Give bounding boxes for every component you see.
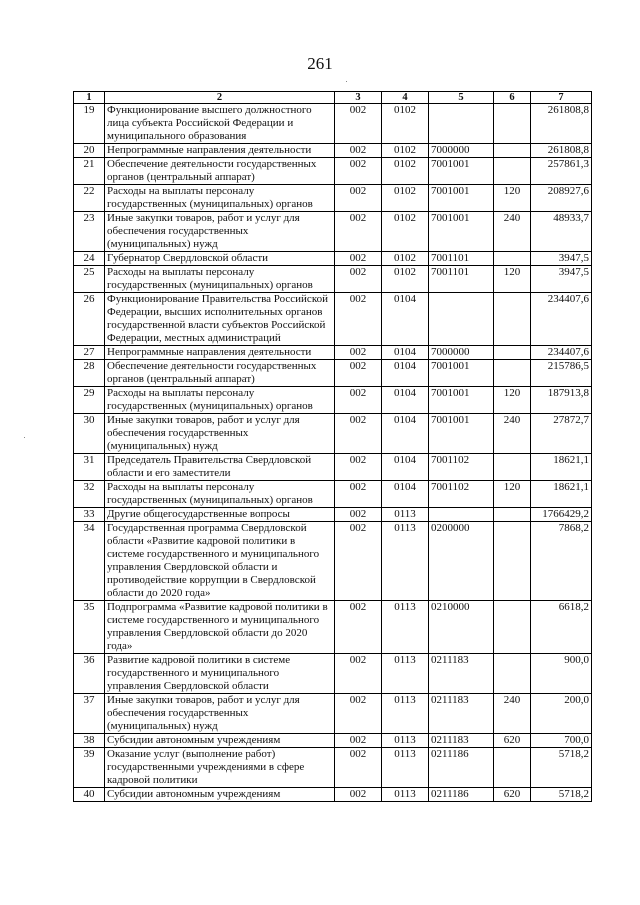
section-code: 0113 <box>382 522 429 601</box>
amount: 234407,6 <box>531 346 592 360</box>
target-article-code: 0211186 <box>429 748 494 788</box>
row-number: 20 <box>74 144 105 158</box>
row-number: 32 <box>74 481 105 508</box>
amount: 48933,7 <box>531 212 592 252</box>
target-article-code: 7001001 <box>429 212 494 252</box>
row-number: 22 <box>74 185 105 212</box>
scan-mark <box>346 81 347 82</box>
section-code: 0102 <box>382 212 429 252</box>
admin-code: 002 <box>335 694 382 734</box>
table-row <box>74 694 592 734</box>
amount: 200,0 <box>531 694 592 734</box>
target-article-code: 0200000 <box>429 522 494 601</box>
section-code: 0104 <box>382 454 429 481</box>
expense-name: Оказание услуг (выполнение работ) государственными учреждениями в сфере кадровой политики <box>105 748 335 788</box>
expense-name: Председатель Правительства Свердловской области и его заместители <box>105 454 335 481</box>
target-article-code: 7001101 <box>429 252 494 266</box>
column-header: 5 <box>429 92 494 104</box>
table-row <box>74 158 592 185</box>
expense-type-code: 620 <box>494 734 531 748</box>
expense-name: Губернатор Свердловской области <box>105 252 335 266</box>
admin-code: 002 <box>335 601 382 654</box>
target-article-code: 7001001 <box>429 185 494 212</box>
admin-code: 002 <box>335 454 382 481</box>
table-row <box>74 601 592 654</box>
row-number: 21 <box>74 158 105 185</box>
expense-type-code <box>494 748 531 788</box>
column-header: 7 <box>531 92 592 104</box>
amount: 5718,2 <box>531 788 592 802</box>
row-number: 24 <box>74 252 105 266</box>
target-article-code: 7001001 <box>429 360 494 387</box>
row-number: 25 <box>74 266 105 293</box>
page-number: 261 <box>307 54 333 73</box>
section-code: 0113 <box>382 654 429 694</box>
amount: 208927,6 <box>531 185 592 212</box>
column-header: 6 <box>494 92 531 104</box>
amount: 7868,2 <box>531 522 592 601</box>
expense-name: Расходы на выплаты персоналу государственных (муниципальных) органов <box>105 185 335 212</box>
section-code: 0113 <box>382 734 429 748</box>
expense-type-code: 120 <box>494 481 531 508</box>
table-row <box>74 414 592 454</box>
section-code: 0102 <box>382 266 429 293</box>
section-code: 0104 <box>382 414 429 454</box>
target-article-code <box>429 293 494 346</box>
column-header: 2 <box>105 92 335 104</box>
amount: 700,0 <box>531 734 592 748</box>
table-row <box>74 654 592 694</box>
admin-code: 002 <box>335 158 382 185</box>
row-number: 30 <box>74 414 105 454</box>
admin-code: 002 <box>335 788 382 802</box>
table-row <box>74 252 592 266</box>
admin-code: 002 <box>335 360 382 387</box>
amount: 18621,1 <box>531 481 592 508</box>
expense-name: Обеспечение деятельности государственных органов (центральный аппарат) <box>105 158 335 185</box>
amount: 257861,3 <box>531 158 592 185</box>
target-article-code: 7001102 <box>429 481 494 508</box>
row-number: 39 <box>74 748 105 788</box>
table-row <box>74 734 592 748</box>
expense-type-code <box>494 454 531 481</box>
section-code: 0113 <box>382 508 429 522</box>
expense-type-code <box>494 104 531 144</box>
amount: 27872,7 <box>531 414 592 454</box>
target-article-code: 7001001 <box>429 414 494 454</box>
row-number: 19 <box>74 104 105 144</box>
expense-name: Другие общегосударственные вопросы <box>105 508 335 522</box>
table-row <box>74 212 592 252</box>
expense-name: Расходы на выплаты персоналу государственных (муниципальных) органов <box>105 266 335 293</box>
section-code: 0102 <box>382 104 429 144</box>
target-article-code: 0211183 <box>429 694 494 734</box>
table-row <box>74 104 592 144</box>
section-code: 0102 <box>382 158 429 185</box>
table-row <box>74 481 592 508</box>
expense-name: Расходы на выплаты персоналу государственных (муниципальных) органов <box>105 481 335 508</box>
amount: 261808,8 <box>531 144 592 158</box>
table-row <box>74 387 592 414</box>
expense-type-code <box>494 144 531 158</box>
target-article-code: 7001102 <box>429 454 494 481</box>
row-number: 38 <box>74 734 105 748</box>
expense-type-code <box>494 601 531 654</box>
expense-type-code <box>494 346 531 360</box>
row-number: 31 <box>74 454 105 481</box>
section-code: 0102 <box>382 252 429 266</box>
table-row <box>74 748 592 788</box>
admin-code: 002 <box>335 414 382 454</box>
expense-name: Государственная программа Свердловской области «Развитие кадровой политики в системе государственного и муниципального управления Свердловской области и противодействие коррупции в Свердловской области до 2020 года» <box>105 522 335 601</box>
table-row <box>74 508 592 522</box>
admin-code: 002 <box>335 104 382 144</box>
section-code: 0113 <box>382 601 429 654</box>
row-number: 37 <box>74 694 105 734</box>
table-header-row <box>74 92 592 104</box>
expense-type-code: 120 <box>494 387 531 414</box>
expense-name: Иные закупки товаров, работ и услуг для обеспечения государственных (муниципальных) нужд <box>105 212 335 252</box>
row-number: 40 <box>74 788 105 802</box>
expense-type-code: 120 <box>494 185 531 212</box>
target-article-code: 0210000 <box>429 601 494 654</box>
expense-type-code: 240 <box>494 212 531 252</box>
expense-name: Субсидии автономным учреждениям <box>105 734 335 748</box>
expense-type-code <box>494 252 531 266</box>
admin-code: 002 <box>335 293 382 346</box>
admin-code: 002 <box>335 212 382 252</box>
expense-type-code <box>494 360 531 387</box>
row-number: 36 <box>74 654 105 694</box>
section-code: 0104 <box>382 481 429 508</box>
amount: 6618,2 <box>531 601 592 654</box>
column-header: 3 <box>335 92 382 104</box>
expense-type-code <box>494 508 531 522</box>
expense-name: Непрограммные направления деятельности <box>105 346 335 360</box>
section-code: 0113 <box>382 788 429 802</box>
admin-code: 002 <box>335 481 382 508</box>
row-number: 28 <box>74 360 105 387</box>
admin-code: 002 <box>335 734 382 748</box>
table-row <box>74 360 592 387</box>
section-code: 0102 <box>382 144 429 158</box>
table-row <box>74 522 592 601</box>
target-article-code <box>429 104 494 144</box>
row-number: 26 <box>74 293 105 346</box>
table-row <box>74 266 592 293</box>
table-row <box>74 346 592 360</box>
expense-type-code <box>494 522 531 601</box>
target-article-code: 7001001 <box>429 387 494 414</box>
table-row <box>74 185 592 212</box>
section-code: 0113 <box>382 694 429 734</box>
amount: 5718,2 <box>531 748 592 788</box>
amount: 1766429,2 <box>531 508 592 522</box>
target-article-code: 7001101 <box>429 266 494 293</box>
section-code: 0104 <box>382 293 429 346</box>
admin-code: 002 <box>335 266 382 293</box>
table-row <box>74 788 592 802</box>
expense-name: Развитие кадровой политики в системе государственного и муниципального управления Свердловской области <box>105 654 335 694</box>
row-number: 34 <box>74 522 105 601</box>
admin-code: 002 <box>335 346 382 360</box>
amount: 3947,5 <box>531 266 592 293</box>
row-number: 35 <box>74 601 105 654</box>
admin-code: 002 <box>335 252 382 266</box>
section-code: 0102 <box>382 185 429 212</box>
expense-name: Функционирование высшего должностного лица субъекта Российской Федерации и муниципального образования <box>105 104 335 144</box>
budget-table <box>73 91 592 802</box>
amount: 187913,8 <box>531 387 592 414</box>
row-number: 27 <box>74 346 105 360</box>
column-header: 1 <box>74 92 105 104</box>
column-header: 4 <box>382 92 429 104</box>
admin-code: 002 <box>335 522 382 601</box>
row-number: 29 <box>74 387 105 414</box>
table-row <box>74 144 592 158</box>
expense-type-code: 240 <box>494 694 531 734</box>
target-article-code: 0211186 <box>429 788 494 802</box>
expense-name: Иные закупки товаров, работ и услуг для обеспечения государственных (муниципальных) нужд <box>105 414 335 454</box>
target-article-code <box>429 508 494 522</box>
expense-name: Непрограммные направления деятельности <box>105 144 335 158</box>
scan-mark <box>24 437 25 438</box>
admin-code: 002 <box>335 387 382 414</box>
expense-name: Иные закупки товаров, работ и услуг для обеспечения государственных (муниципальных) нужд <box>105 694 335 734</box>
expense-name: Субсидии автономным учреждениям <box>105 788 335 802</box>
expense-type-code <box>494 654 531 694</box>
target-article-code: 7000000 <box>429 346 494 360</box>
expense-name: Функционирование Правительства Российской Федерации, высших исполнительных органов государственной власти субъектов Российской Федерации, местных администраций <box>105 293 335 346</box>
section-code: 0104 <box>382 360 429 387</box>
expense-type-code: 120 <box>494 266 531 293</box>
expense-type-code <box>494 293 531 346</box>
amount: 18621,1 <box>531 454 592 481</box>
section-code: 0113 <box>382 748 429 788</box>
target-article-code: 0211183 <box>429 734 494 748</box>
admin-code: 002 <box>335 748 382 788</box>
admin-code: 002 <box>335 144 382 158</box>
row-number: 33 <box>74 508 105 522</box>
amount: 215786,5 <box>531 360 592 387</box>
target-article-code: 7000000 <box>429 144 494 158</box>
amount: 234407,6 <box>531 293 592 346</box>
admin-code: 002 <box>335 654 382 694</box>
expense-type-code <box>494 158 531 185</box>
table-row <box>74 454 592 481</box>
admin-code: 002 <box>335 508 382 522</box>
amount: 900,0 <box>531 654 592 694</box>
expense-name: Расходы на выплаты персоналу государственных (муниципальных) органов <box>105 387 335 414</box>
expense-name: Подпрограмма «Развитие кадровой политики в системе государственного и муниципального управления Свердловской области до 2020 года» <box>105 601 335 654</box>
table-row <box>74 293 592 346</box>
amount: 261808,8 <box>531 104 592 144</box>
section-code: 0104 <box>382 346 429 360</box>
expense-type-code: 620 <box>494 788 531 802</box>
target-article-code: 7001001 <box>429 158 494 185</box>
target-article-code: 0211183 <box>429 654 494 694</box>
section-code: 0104 <box>382 387 429 414</box>
expense-type-code: 240 <box>494 414 531 454</box>
expense-name: Обеспечение деятельности государственных органов (центральный аппарат) <box>105 360 335 387</box>
row-number: 23 <box>74 212 105 252</box>
amount: 3947,5 <box>531 252 592 266</box>
admin-code: 002 <box>335 185 382 212</box>
